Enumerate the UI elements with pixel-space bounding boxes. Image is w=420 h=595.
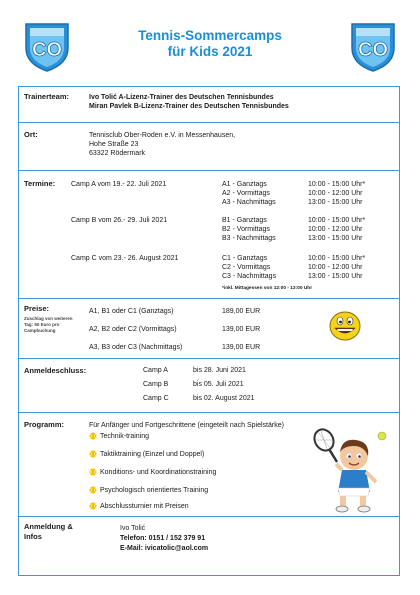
price-value: 139,00 EUR (222, 326, 261, 333)
price-item: A1, B1 oder C1 (Ganztags) (89, 308, 174, 315)
session-time: 10:00 - 15:00 Uhr* (308, 255, 366, 262)
program-intro: Für Anfänger und Fortgeschrittene (eingeteilt nach Spielstärke) (89, 422, 284, 429)
deadline-date: bis 02. August 2021 (193, 395, 255, 402)
price-item: A2, B2 oder C2 (Vormittags) (89, 326, 177, 333)
contact-email[interactable]: E-Mail: ivicatolic@aol.com (120, 545, 209, 552)
tennis-ball-icon (89, 432, 97, 440)
logo-text: CO (32, 39, 62, 61)
session-code: B3 - Nachmittags (222, 235, 276, 242)
price-item: A3, B3 oder C3 (Nachmittags) (89, 344, 183, 351)
deadline-date: bis 28. Juni 2021 (193, 367, 246, 374)
divider (18, 122, 400, 123)
smiley-icon (328, 310, 362, 342)
address-line: Hohe Straße 23 (89, 141, 139, 148)
session-time: 13:00 - 15:00 Uhr (308, 199, 363, 206)
session-code: C3 - Nachmittags (222, 273, 277, 280)
session-code: C2 - Vormittags (222, 264, 271, 271)
termine-label: Termine: (24, 179, 56, 188)
session-time: 13:00 - 15:00 Uhr (308, 235, 363, 242)
surcharge-note: Zuschlag von weiteren (24, 316, 73, 321)
address-line: Tennisclub Ober-Roden e.V. in Messenhausen, (89, 132, 236, 139)
session-time: 10:00 - 12:00 Uhr (308, 190, 363, 197)
session-code: A2 - Vormittags (222, 190, 270, 197)
contact-name: Ivo Tolić (120, 525, 146, 532)
anmeldeschluss-label: Anmeldeschluss: (24, 366, 87, 375)
program-item: Taktiktraining (Einzel und Doppel) (100, 451, 205, 458)
deadline-camp: Camp B (143, 381, 169, 388)
program-item: Abschlussturnier mit Preisen (100, 503, 189, 510)
page-subtitle: für Kids 2021 (167, 44, 253, 59)
session-time: 13:00 - 15:00 Uhr (308, 273, 363, 280)
session-code: B2 - Vormittags (222, 226, 270, 233)
preise-label: Preise: (24, 304, 50, 313)
deadline-date: bis 05. Juli 2021 (193, 381, 244, 388)
trainer-line: Ivo Tolić A-Lizenz-Trainer des Deutschen Tennisbundes (89, 94, 274, 101)
divider (18, 516, 400, 517)
tennis-kid-illustration (312, 422, 390, 514)
club-logo-left (22, 18, 72, 73)
program-item: Psychologisch orientiertes Training (100, 487, 209, 494)
contact-phone: Telefon: 0151 / 152 379 91 (120, 535, 206, 542)
session-time: 10:00 - 15:00 Uhr* (308, 181, 366, 188)
session-time: 10:00 - 12:00 Uhr (308, 226, 363, 233)
deadline-camp: Camp A (143, 367, 168, 374)
tennis-ball-icon (89, 486, 97, 494)
anmeldung-label: Anmeldung & (24, 522, 73, 531)
tennis-ball-icon (89, 502, 97, 510)
ort-label: Ort: (24, 130, 38, 139)
divider (18, 298, 400, 299)
tennis-ball-icon (89, 450, 97, 458)
divider (18, 412, 400, 413)
camp-c-title: Camp C vom 23.- 26. August 2021 (71, 255, 179, 262)
camp-b-title: Camp B vom 26.- 29. Juli 2021 (71, 217, 168, 224)
page-title: Tennis-Sommercamps (138, 28, 282, 43)
camp-a-title: Camp A vom 19.- 22. Juli 2021 (71, 181, 167, 188)
divider (18, 170, 400, 171)
address-line: 63322 Rödermark (89, 150, 146, 157)
lunch-footnote: *inkl. Mittagessen von 12:00 - 13:00 Uhr (222, 286, 313, 291)
tennis-ball-icon (89, 468, 97, 476)
club-logo-right (348, 18, 398, 73)
logo-text: CO (358, 39, 388, 61)
deadline-camp: Camp C (143, 395, 169, 402)
session-time: 10:00 - 12:00 Uhr (308, 264, 363, 271)
program-item: Technik-training (100, 433, 150, 440)
session-code: A3 - Nachmittags (222, 199, 276, 206)
price-value: 189,00 EUR (222, 308, 261, 315)
session-code: A1 - Ganztags (222, 181, 267, 188)
program-item: Konditions- und Koordinationstraining (100, 469, 217, 476)
anmeldung-label-2: Infos (24, 532, 42, 541)
trainerteam-label: Trainerteam: (24, 92, 70, 101)
trainer-line: Miran Pavlek B-Lizenz-Trainer des Deutschen Tennisbundes (89, 103, 289, 110)
session-code: B1 - Ganztags (222, 217, 267, 224)
surcharge-note: Campbuchung (24, 328, 56, 333)
programm-label: Programm: (24, 420, 65, 429)
surcharge-note: Tag: 50 Euro pro (24, 322, 60, 327)
session-code: C1 - Ganztags (222, 255, 268, 262)
divider (18, 358, 400, 359)
price-value: 139,00 EUR (222, 344, 261, 351)
session-time: 10:00 - 15:00 Uhr* (308, 217, 366, 224)
